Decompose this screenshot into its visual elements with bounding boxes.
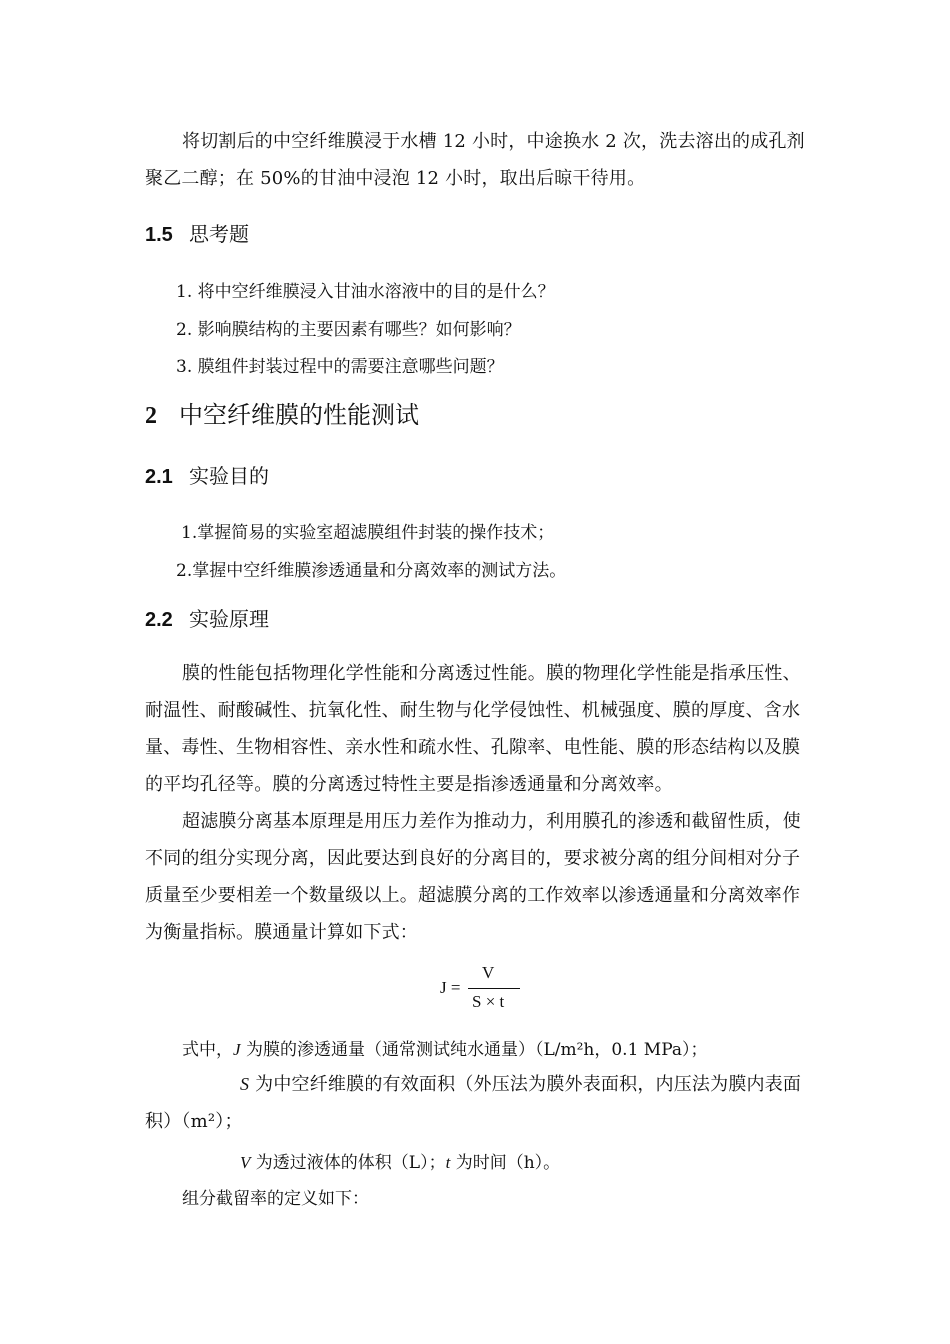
- variable-s: S: [240, 1074, 250, 1094]
- paragraph-membrane-properties: 膜的性能包括物理化学性能和分离透过性能。膜的物理化学性能是指承压性、耐温性、耐酸碱性、抗氧化性、耐生物与化学侵蚀性、机械强度、膜的厚度、含水量、毒性、生物相容性、亲水性和疏水性、孔隙率、电性能、膜的形态结构以及膜的平均孔径等。膜的分离透过特性主要是指渗透通量和分离效率。: [145, 663, 801, 795]
- section-number: 2.2: [145, 609, 173, 631]
- formula-numerator: V: [482, 963, 495, 982]
- definition-s: [145, 1066, 815, 1140]
- definition-j: [182, 1035, 708, 1060]
- section-title: 实验目的: [189, 464, 269, 488]
- definition-t-text: 为时间（h）。: [450, 1153, 561, 1173]
- section-title: 实验原理: [189, 607, 269, 631]
- definition-j-text: 为膜的渗透通量（通常测试纯水通量）（L/m²h，0.1 MPa）；: [240, 1040, 708, 1060]
- objective-item: 2.掌握中空纤维膜渗透通量和分离效率的测试方法。: [176, 561, 567, 581]
- retention-intro: 组分截留率的定义如下：: [182, 1189, 369, 1209]
- chapter-number: 2: [145, 403, 157, 429]
- paragraph-ultrafiltration-principle: 超滤膜分离基本原理是用压力差作为推动力，利用膜孔的渗透和截留性质，使不同的组分实现分离，因此要达到良好的分离目的，要求被分离的组分间相对分子质量至少要相差一个数量级以上。超滤膜分离的工作效率以渗透通量和分离效率作为衡量指标。膜通量计算如下式：: [145, 811, 801, 943]
- definition-v-text: 为透过液体的体积（L）；: [250, 1153, 446, 1173]
- section-heading-1-5: [145, 218, 249, 247]
- chapter-heading: [145, 395, 419, 430]
- fraction-bar: [468, 988, 520, 989]
- question-item: 2. 影响膜结构的主要因素有哪些？如何影响？: [176, 320, 521, 340]
- chapter-title: 中空纤维膜的性能测试: [179, 401, 419, 429]
- objective-item: 1.掌握简易的实验室超滤膜组件封装的操作技术；: [181, 523, 555, 543]
- definition-v-t: [240, 1148, 560, 1173]
- paragraph-soaking-procedure: 将切割后的中空纤维膜浸于水槽 12 小时，中途换水 2 次，洗去溶出的成孔剂聚乙二醇；在 50%的甘油中浸泡 12 小时，取出后晾干待用。: [145, 131, 805, 189]
- variable-t: t: [445, 1153, 451, 1172]
- question-item: 3. 膜组件封装过程中的需要注意哪些问题？: [176, 357, 504, 377]
- formula-denominator: S × t: [472, 992, 505, 1011]
- section-number: 2.1: [145, 466, 173, 488]
- section-heading-2-2: [145, 603, 269, 632]
- section-title: 思考题: [189, 222, 249, 246]
- definition-s-text: 为中空纤维膜的有效面积（外压法为膜外表面积，内压法为膜内表面积）（m²）；: [145, 1074, 802, 1132]
- flux-formula: [440, 963, 530, 1015]
- section-heading-2-1: [145, 460, 269, 489]
- variable-j: J: [233, 1040, 241, 1059]
- question-item: 1. 将中空纤维膜浸入甘油水溶液中的目的是什么？: [176, 282, 555, 302]
- formula-lhs: J =: [440, 978, 461, 997]
- section-number: 1.5: [145, 224, 173, 246]
- definition-prefix: 式中，: [182, 1040, 233, 1060]
- variable-v: V: [240, 1153, 251, 1172]
